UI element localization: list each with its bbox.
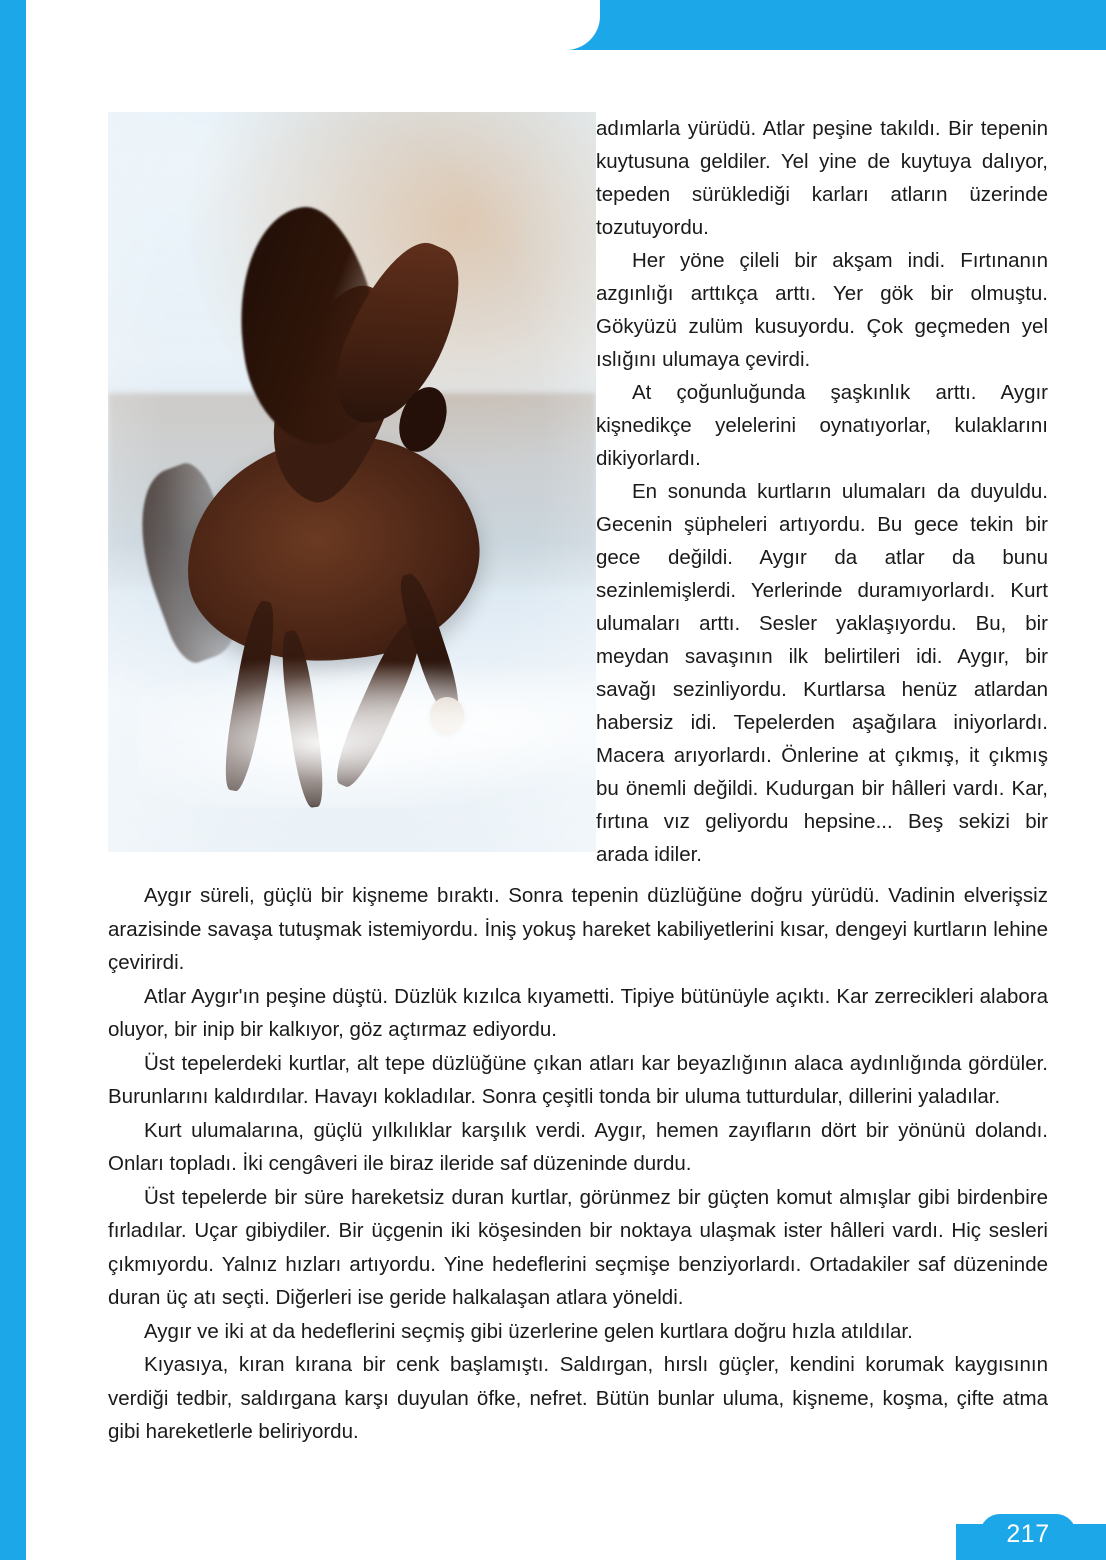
column-paragraph: En sonunda kurtların ulumaları da duyuldu. Gecenin şüpheleri artıyordu. Bu gece tekin bir gece değildi. Aygır da atlar da bunu sezinlemişlerdi. Yerlerinde duramıyorlardı. Kurt ulumaları arttı. Sesler yaklaşıyordu. Bu, bir meydan savaşının ilk belirtileri idi. Aygır, bir savağı sezinliyordu. Kurtlarsa henüz atlardan habersiz idi. Tepelerden aşağılara iniyorlardı. Macera arıyorlardı. Önlerine at çıkmış, it çıkmış bu önemli değildi. Kudurgan bir hâlleri vardı. Kar, fırtına vız geliyordu hepsine... Beş sekizi bir arada idiler. (596, 480, 1048, 866)
body-paragraph: Atlar Aygır'ın peşine düştü. Düzlük kızılca kıyametti. Tipiye bütünüyle açıktı. Kar zerrecikleri alabora oluyor, bir inip bir kalkıyor, göz açtırmaz ediyordu. (108, 984, 1048, 1041)
column-paragraph: At çoğunluğunda şaşkınlık arttı. Aygır kişnedikçe yelelerini oynatıyorlar, kulaklarını dikiyorlardı. (596, 381, 1048, 470)
bottom-white-notch (26, 1524, 956, 1560)
column-paragraph: adımlarla yürüdü. Atlar peşine takıldı. Bir tepenin kuytusuna geldiler. Yel yine de kuytuya dalıyor, tepeden sürüklediği karları atların üzerinde tozutuyordu. (596, 117, 1048, 239)
galloping-horse-in-snow-image (108, 112, 596, 852)
body-paragraph: Kurt ulumalarına, güçlü yılkılıklar karşılık verdi. Aygır, hemen zayıfların dört bir yönünü dolandı. Onları topladı. İki cengâveri ile biraz ileride saf düzeninde durdu. (108, 1118, 1048, 1175)
body-paragraph: Üst tepelerde bir süre hareketsiz duran kurtlar, görünmez bir güçten komut almışlar gibi birdenbire fırladılar. Uçar gibiydiler. Bir üçgenin iki köşesinden bir noktaya ulaşmak ister hâlleri vardı. Hiç sesleri çıkmıyordu. Yalnız hızları artıyordu. Yine hedeflerini seçmişe benziyorlardı. Ortadakiler saf düzeninde duran üç atı seçti. Diğerleri ise geride halkalaşan atlara yöneldi. (108, 1185, 1048, 1309)
body-paragraph: Kıyasıya, kıran kırana bir cenk başlamıştı. Saldırgan, hırslı güçler, kendini korumak kaygısının verdiği tedbir, saldırgana karşı duyulan öfke, nefret. Bütün bunlar uluma, kişneme, koşma, çifte atma gibi hareketlerle beliriyordu. (108, 1353, 1048, 1443)
photo-vignette (108, 112, 596, 852)
top-white-notch (0, 0, 600, 50)
left-accent-band (0, 0, 26, 1560)
image-and-column-block (108, 112, 1048, 871)
photo-canvas (108, 112, 596, 852)
body-paragraph: Aygır ve iki at da hedeflerini seçmiş gibi üzerlerine gelen kurtlara doğru hızla atıldılar. (144, 1319, 913, 1343)
side-text-column (596, 112, 1048, 871)
body-text-block (108, 879, 1048, 1449)
column-paragraph: Her yöne çileli bir akşam indi. Fırtınanın azgınlığı arttıkça arttı. Yer gök bir olmuştu. Gökyüzü zulüm kusuyordu. Çok geçmeden yel ıslığını ulumaya çevirdi. (596, 249, 1048, 371)
body-paragraph: Aygır süreli, güçlü bir kişneme bıraktı. Sonra tepenin düzlüğüne doğru yürüdü. Vadinin elverişsiz arazisinde savaşa tutuşmak istemiyordu. İniş yokuş hareket kabiliyetlerini kısar, dengeyi kurtların lehine çevirirdi. (108, 884, 1048, 974)
page-number: 217 (980, 1514, 1076, 1554)
body-paragraph: Üst tepelerdeki kurtlar, alt tepe düzlüğüne çıkan atları kar beyazlığının alaca aydınlığında gördüler. Burunlarını kaldırdılar. Havayı kokladılar. Sonra çeşitli tonda bir uluma tutturdular, dillerini yaladılar. (108, 1051, 1048, 1108)
page-content (108, 112, 1048, 1449)
